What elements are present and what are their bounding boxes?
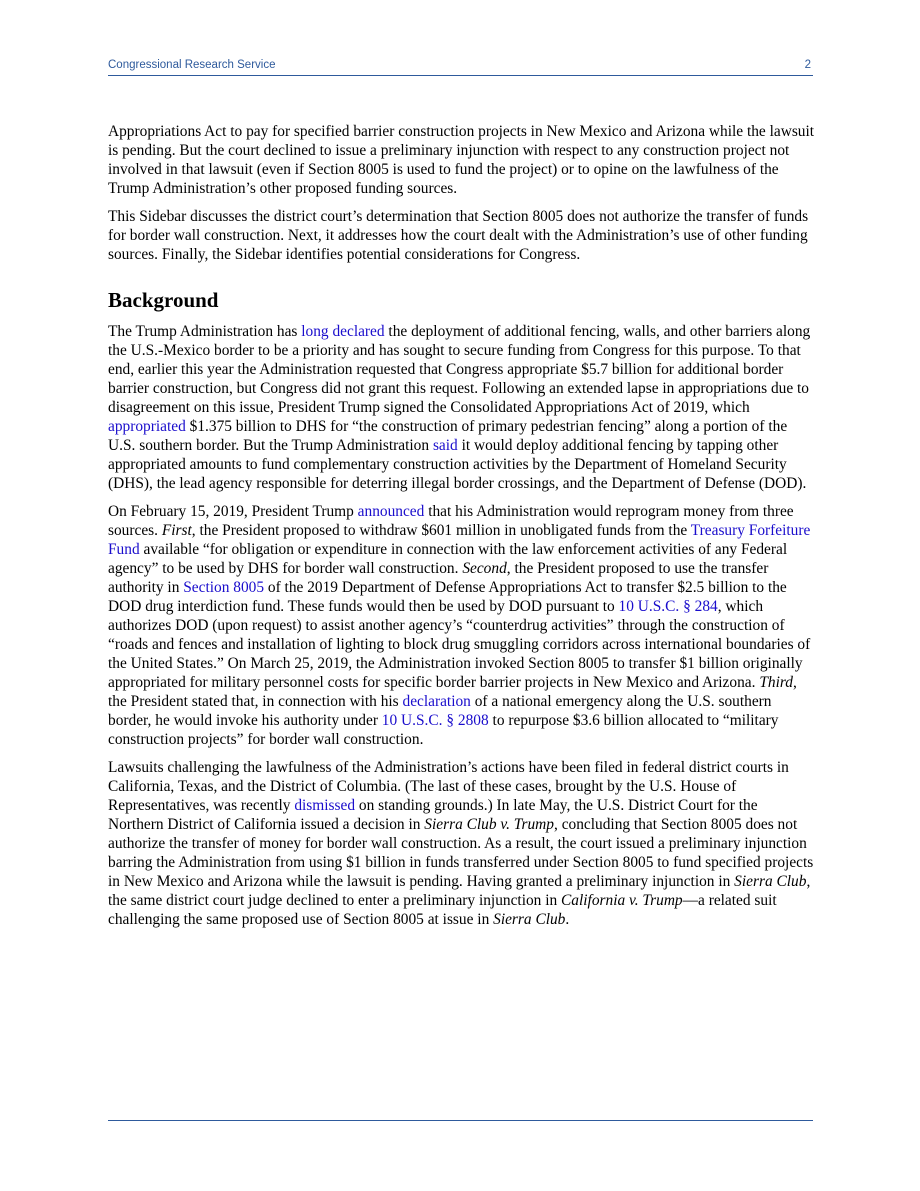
case-name-sierra-club: Sierra Club [493, 911, 566, 928]
paragraph-background [108, 322, 816, 493]
text-span: . [565, 911, 570, 928]
text-span: available “for obligation or expenditure in connection with the law enforcement activities of any Federal agency” to be used by DHS for border wall construction. [108, 541, 788, 577]
link-announced[interactable]: announced [357, 503, 425, 520]
running-header [108, 57, 813, 76]
text-span: of a national emergency along the U.S. southern border, he would invoke his authority under [108, 693, 772, 729]
document-body [108, 122, 816, 938]
paragraph-lawsuits [108, 758, 816, 929]
text-span: , the President proposed to use the transfer authority in [108, 560, 769, 596]
link-section-8005[interactable]: Section 8005 [183, 579, 265, 596]
text-span: $1.375 billion to DHS for “the construction of primary pedestrian fencing” along a portion of the U.S. southern border. But the Trump Administration [108, 418, 788, 454]
case-name-sierra-club: Sierra Club [734, 873, 807, 890]
emphasis-second: Second [462, 560, 507, 577]
text-span: the deployment of additional fencing, walls, and other barriers along the U.S.-Mexico border to be a priority and has sought to secure funding from Congress for this purpose. To that end, earlier this year the Administration requested that Congress appropriate $5.7 billion for additional border barrier construction, but Congress did not grant this request. Following an extended lapse in appropriations due to disagreement on this issue, President Trump signed the Consolidated Appropriations Act of 2019, which [108, 323, 811, 416]
text-span: —a related suit challenging the same proposed use of Section 8005 at issue in [108, 892, 777, 928]
text-span: it would deploy additional fencing by tapping other appropriated amounts to fund complementary construction activities by the Department of Homeland Security (DHS), the lead agency responsible for deterring illegal border crossings, and the Department of Defense (DOD). [108, 437, 807, 492]
text-span: to repurpose $3.6 billion allocated to “military construction projects” for border wall construction. [108, 712, 779, 748]
case-name-california-v-trump: California v. Trump [561, 892, 683, 909]
text-span: The Trump Administration has [108, 323, 302, 340]
text-span: On February 15, 2019, President Trump [108, 503, 358, 520]
emphasis-third: Third [759, 674, 793, 691]
text-span: of the 2019 Department of Defense Appropriations Act to transfer $2.5 billion to the DOD drug interdiction fund. These funds would then be used by DOD pursuant to [108, 579, 787, 615]
link-long-declared[interactable]: long declared [301, 323, 385, 340]
link-appropriated[interactable]: appropriated [108, 418, 186, 435]
paragraph-february-announcement [108, 502, 816, 749]
case-name-sierra-club-v-trump: Sierra Club v. Trump [424, 816, 554, 833]
text-span: , the President stated that, in connection with his [108, 674, 797, 710]
link-treasury-forfeiture-fund[interactable]: Treasury Forfeiture Fund [108, 522, 811, 558]
link-said[interactable]: said [432, 437, 458, 454]
text-span: , the President proposed to withdraw $601 million in unobligated funds from the [191, 522, 691, 539]
link-declaration[interactable]: declaration [402, 693, 471, 710]
text-span: Lawsuits challenging the lawfulness of the Administration’s actions have been filed in federal district courts in California, Texas, and the District of Columbia. (The last of these cases, brought by the U.S. House of Representatives, was recently [108, 759, 789, 814]
link-10-usc-2808[interactable]: 10 U.S.C. § 2808 [381, 712, 489, 729]
paragraph-sidebar-overview: This Sidebar discusses the district court’s determination that Section 8005 does not authorize the transfer of funds for border wall construction. Next, it addresses how the court dealt with the Administration’s use of other funding sources. Finally, the Sidebar identifies potential considerations for Congress. [108, 208, 809, 263]
footer-rule [108, 1120, 813, 1121]
emphasis-first: First [161, 522, 192, 539]
text-span: , concluding that Section 8005 does not authorize the transfer of money for border wall construction. As a result, the court issued a preliminary injunction barring the Administration from using $1 billion in funds transferred under Section 8005 to fund specified projects in New Mexico and Arizona while the lawsuit is pending. Having granted a preliminary injunction in [108, 816, 814, 890]
text-span: that his Administration would reprogram money from three sources. [108, 503, 794, 539]
page-number: 2 [804, 59, 811, 71]
header-organization: Congressional Research Service [108, 59, 276, 71]
section-heading-background: Background [108, 288, 219, 312]
text-span: on standing grounds.) In late May, the U.S. District Court for the Northern District of California issued a decision in [108, 797, 758, 833]
link-10-usc-284[interactable]: 10 U.S.C. § 284 [618, 598, 718, 615]
link-dismissed[interactable]: dismissed [294, 797, 356, 814]
text-span: , the same district court judge declined to enter a preliminary injunction in [108, 873, 811, 909]
text-span: , which authorizes DOD (upon request) to assist another agency’s “counterdrug activities” through the construction of “roads and fences and installation of lighting to block drug smuggling corridors across international boundaries of the United States.” On March 25, 2019, the Administration invoked Section 8005 to transfer $1 billion originally appropriated for military personnel costs for specific border barrier projects in New Mexico and Arizona. [108, 598, 811, 691]
paragraph-intro-continued: Appropriations Act to pay for specified barrier construction projects in New Mexico and Arizona while the lawsuit is pending. But the court declined to issue a preliminary injunction with respect to any construction project not involved in that lawsuit (even if Section 8005 is used to fund the project) or to opine on the lawfulness of the Trump Administration’s other proposed funding sources. [108, 123, 815, 197]
